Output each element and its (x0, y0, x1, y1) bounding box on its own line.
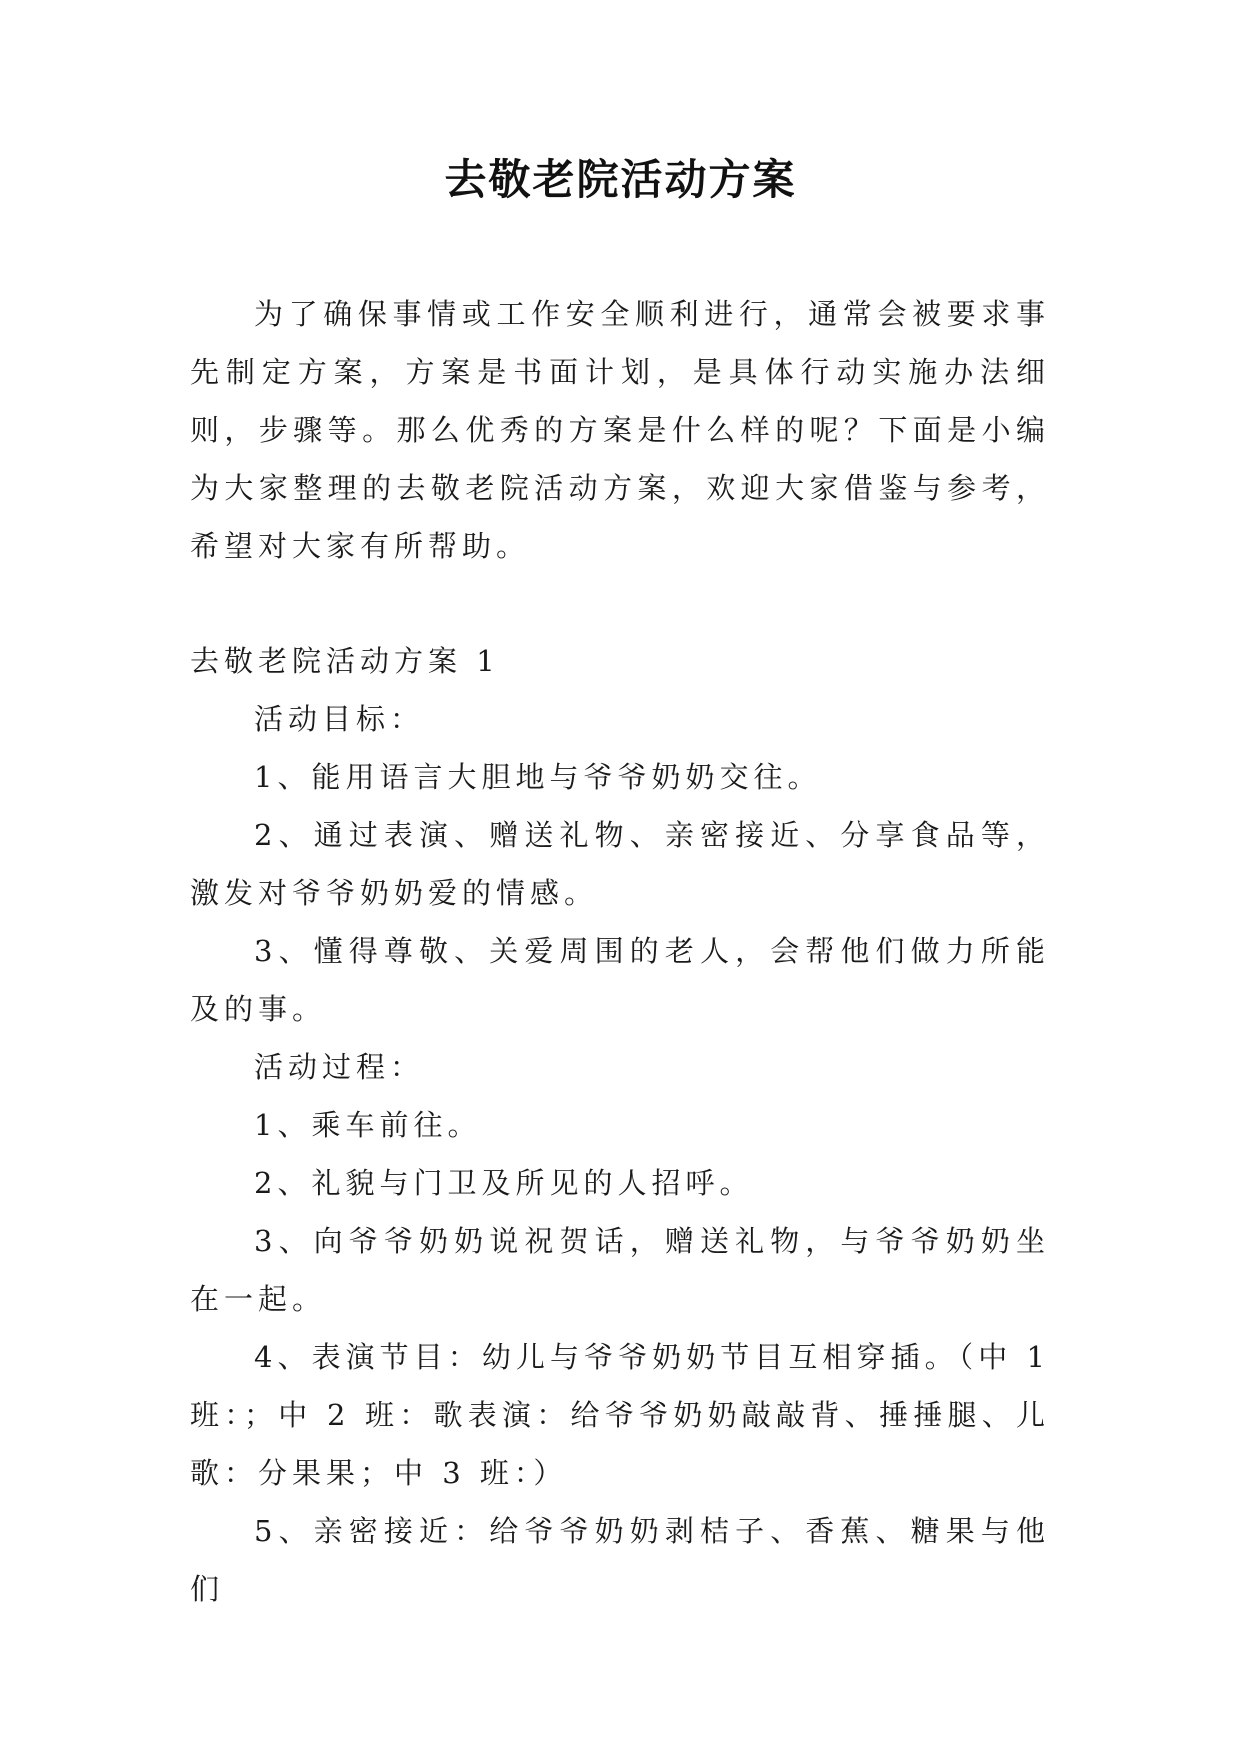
goal-item-1: 1、能用语言大胆地与爷爷奶奶交往。 (254, 760, 822, 794)
goal-item-2: 2、通过表演、赠送礼物、亲密接近、分享食品等，激发对爷爷奶奶爱的情感。 (190, 818, 1050, 910)
process-label: 活动过程： (254, 1050, 425, 1084)
section-spacer (190, 575, 1050, 632)
process-item-4: 4、表演节目：幼儿与爷爷奶奶节目互相穿插。（中 1 班：；中 2 班：歌表演：给爷爷奶奶敲敲背、捶捶腿、儿歌：分果果；中 3 班：） (190, 1340, 1050, 1490)
process-item-5: 5、亲密接近：给爷爷奶奶剥桔子、香蕉、糖果与他们 (190, 1514, 1050, 1606)
intro-paragraph: 为了确保事情或工作安全顺利进行，通常会被要求事先制定方案，方案是书面计划，是具体行动实施办法细则，步骤等。那么优秀的方案是什么样的呢？下面是小编为大家整理的去敬老院活动方案，欢迎大家借鉴与参考，希望对大家有所帮助。 (190, 297, 1050, 563)
process-item-1: 1、乘车前往。 (254, 1108, 482, 1142)
goal-item-3: 3、懂得尊敬、关爱周围的老人，会帮他们做力所能及的事。 (190, 934, 1050, 1026)
document-body (190, 285, 1050, 1618)
goals-label: 活动目标： (254, 702, 425, 736)
process-item-2: 2、礼貌与门卫及所见的人招呼。 (254, 1166, 754, 1200)
document-title: 去敬老院活动方案 (444, 155, 797, 204)
section-heading: 去敬老院活动方案 1 (190, 644, 500, 678)
process-item-3: 3、向爷爷奶奶说祝贺话，赠送礼物，与爷爷奶奶坐在一起。 (190, 1224, 1050, 1316)
